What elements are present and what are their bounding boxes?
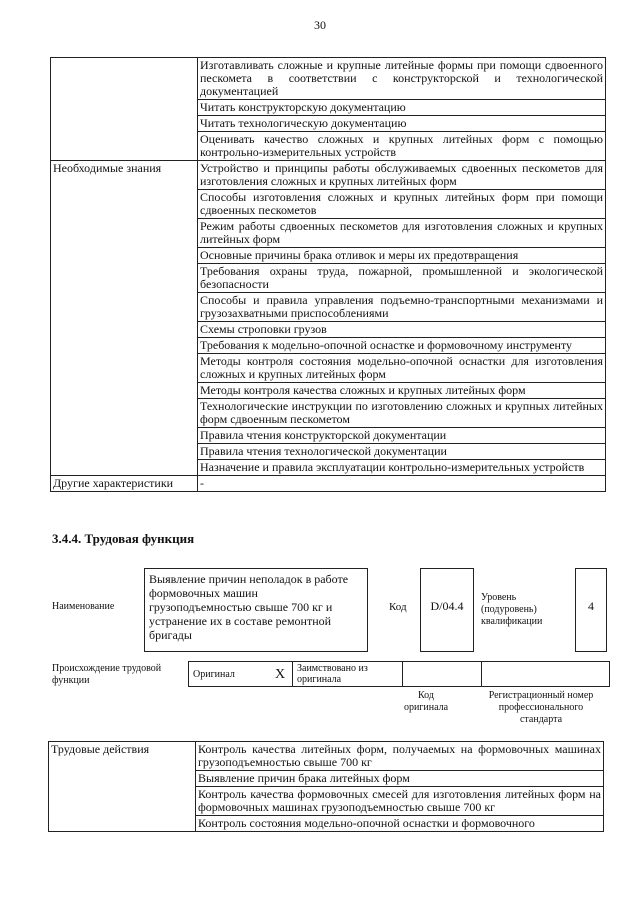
section-title: 3.4.4. Трудовая функция <box>52 531 195 546</box>
table-cell: Технологические инструкции по изготовлению сложных и крупных литейных форм сдвоенным пескометом <box>198 399 606 428</box>
table-row <box>189 662 610 687</box>
table-cell: Режим работы сдвоенных пескометов для изготовления сложных и крупных литейных форм <box>198 219 606 248</box>
name-label: Наименование <box>52 601 115 612</box>
origin-table <box>188 661 610 687</box>
original-mark: X <box>268 662 293 687</box>
page-number: 30 <box>314 18 326 32</box>
table-cell: Контроль качества формовочных смесей для изготовления литейных форм на формовочных машинах грузоподъемностью свыше 700 кг <box>196 787 604 816</box>
table-cell: Выявление причин брака литейных форм <box>196 771 604 787</box>
code-label: Код <box>389 601 407 613</box>
row-label-actions: Трудовые действия <box>49 742 196 832</box>
function-name-box: Выявление причин неполадок в работе формовочных машин грузоподъемностью свыше 700 кг и устранение их в составе ремонтной бригады <box>144 568 368 652</box>
level-box <box>575 568 607 652</box>
table-row <box>49 742 604 771</box>
original-label: Оригинал <box>189 662 269 687</box>
table-cell: Назначение и правила эксплуатации контрольно-измерительных устройств <box>198 460 606 476</box>
work-actions-table <box>48 741 604 832</box>
row-label-other: Другие характеристики <box>51 476 198 492</box>
table-cell: Контроль качества литейных форм, получаемых на формовочных машинах грузоподъемностью свыше 700 кг <box>196 742 604 771</box>
table-cell: Требования охраны труда, пожарной, промышленной и экологической безопасности <box>198 264 606 293</box>
borrowed-label: Заимствовано из оригинала <box>293 662 403 687</box>
origin-code-cell <box>403 662 482 687</box>
table-cell: Правила чтения технологической документации <box>198 444 606 460</box>
table-cell: Оценивать качество сложных и крупных литейных форм с помощью контрольно-измерительных устройств <box>198 132 606 161</box>
function-code-value: D/04.4 <box>430 599 464 613</box>
origin-reg-caption: Регистрационный номер профессионального стандарта <box>488 690 594 725</box>
origin-reg-cell <box>482 662 610 687</box>
table-cell: Читать конструкторскую документацию <box>198 100 606 116</box>
table-cell: Устройство и принципы работы обслуживаемых сдвоенных пескометов для изготовления сложных и крупных литейных форм <box>198 161 606 190</box>
table-cell: Требования к модельно-опочной оснастке и формовочному инструменту <box>198 338 606 354</box>
table-row <box>51 58 606 100</box>
row-label-skills <box>51 58 198 161</box>
table-cell: - <box>198 476 606 492</box>
table-row <box>51 161 606 190</box>
table-cell: Основные причины брака отливок и меры их предотвращения <box>198 248 606 264</box>
table-cell: Изготавливать сложные и крупные литейные формы при помощи сдвоенного пескомета в соответствии с конструкторской и технологической документацией <box>198 58 606 100</box>
table-cell: Способы изготовления сложных и крупных литейных форм при помощи сдвоенных пескометов <box>198 190 606 219</box>
table-cell: Контроль состояния модельно-опочной оснастки и формовочного <box>196 816 604 832</box>
function-code-box <box>420 568 474 652</box>
table-row <box>51 476 606 492</box>
table-cell: Правила чтения конструкторской документации <box>198 428 606 444</box>
table-cell: Методы контроля качества сложных и крупных литейных форм <box>198 383 606 399</box>
level-value: 4 <box>588 599 594 613</box>
origin-label: Происхождение трудовой функции <box>52 663 162 686</box>
table-cell: Схемы строповки грузов <box>198 322 606 338</box>
row-label-knowledge: Необходимые знания <box>51 161 198 476</box>
level-label: Уровень (подуровень) квалификации <box>481 592 543 627</box>
table-cell: Способы и правила управления подъемно-транспортными механизмами и грузозахватными приспособлениями <box>198 293 606 322</box>
table-cell: Читать технологическую документацию <box>198 116 606 132</box>
table-cell: Методы контроля состояния модельно-опочной оснастки для изготовления сложных и крупных литейных форм <box>198 354 606 383</box>
origin-code-caption: Код оригинала <box>403 690 449 713</box>
skills-knowledge-table <box>50 57 606 492</box>
